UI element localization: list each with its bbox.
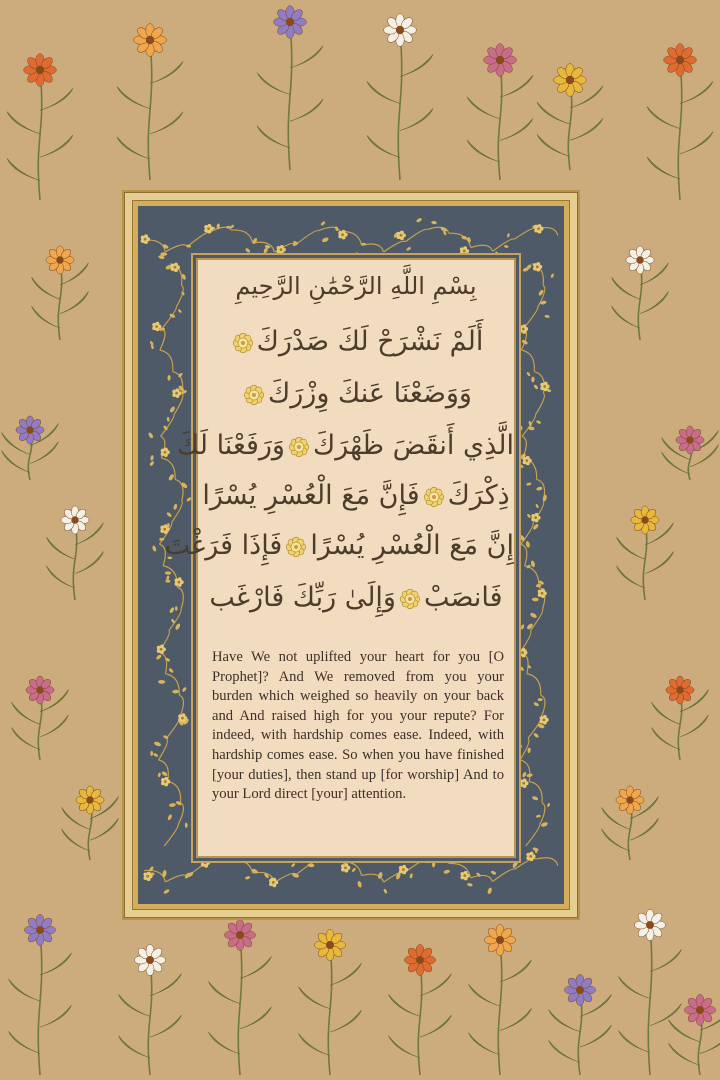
- arabic-segment: فَإِنَّ مَعَ الْعُسْرِ يُسْرًا: [202, 480, 420, 511]
- arabic-verse-line: [198, 328, 514, 355]
- arabic-segment: ذِكْرَكَ: [447, 480, 510, 511]
- arabic-segment: إِنَّ مَعَ الْعُسْرِ يُسْرًا: [310, 530, 514, 561]
- verse-marker-icon: [288, 436, 310, 458]
- arabic-segment: الَّذِي أَنقَضَ ظَهْرَكَ: [312, 430, 514, 461]
- arabic-verse-line: [177, 430, 514, 461]
- arabic-segment: فَانصَبْ: [423, 582, 503, 613]
- arabic-segment: أَلَمْ نَشْرَحْ لَكَ صَدْرَكَ: [256, 326, 484, 357]
- verse-marker-icon: [243, 384, 265, 406]
- arabic-verse-line: [198, 584, 514, 611]
- arabic-segment: فَإِذَا فَرَغْتَ: [164, 530, 283, 561]
- arabic-segment: وَإِلَىٰ رَبِّكَ فَارْغَب: [209, 582, 396, 613]
- arabic-verse-line: [198, 380, 514, 407]
- arabic-verse-line: [164, 530, 514, 561]
- arabic-verse-line: [198, 482, 514, 509]
- arabic-segment: وَوَضَعْنَا عَنكَ وِزْرَكَ: [268, 378, 472, 409]
- arabic-segment: وَرَفَعْنَا لَكَ: [177, 430, 285, 461]
- verse-marker-icon: [232, 332, 254, 354]
- basmala: بِسْمِ اللَّهِ الرَّحْمَٰنِ الرَّحِيمِ: [235, 272, 477, 300]
- verse-marker-icon: [285, 536, 307, 558]
- english-translation: Have We not uplifted your heart for you [O Prophet]? And We removed from you your burden which weighed so heavily on your back and And raised high for you your repute? For indeed, with hardship comes ease. Indeed, with hardship comes ease. So when you have finished [your duties], then stand up [for worship] And to your Lord direct [your] attention.: [212, 649, 504, 803]
- verse-marker-icon: [399, 588, 421, 610]
- verse-marker-icon: [423, 486, 445, 508]
- text-panel: [164, 258, 516, 858]
